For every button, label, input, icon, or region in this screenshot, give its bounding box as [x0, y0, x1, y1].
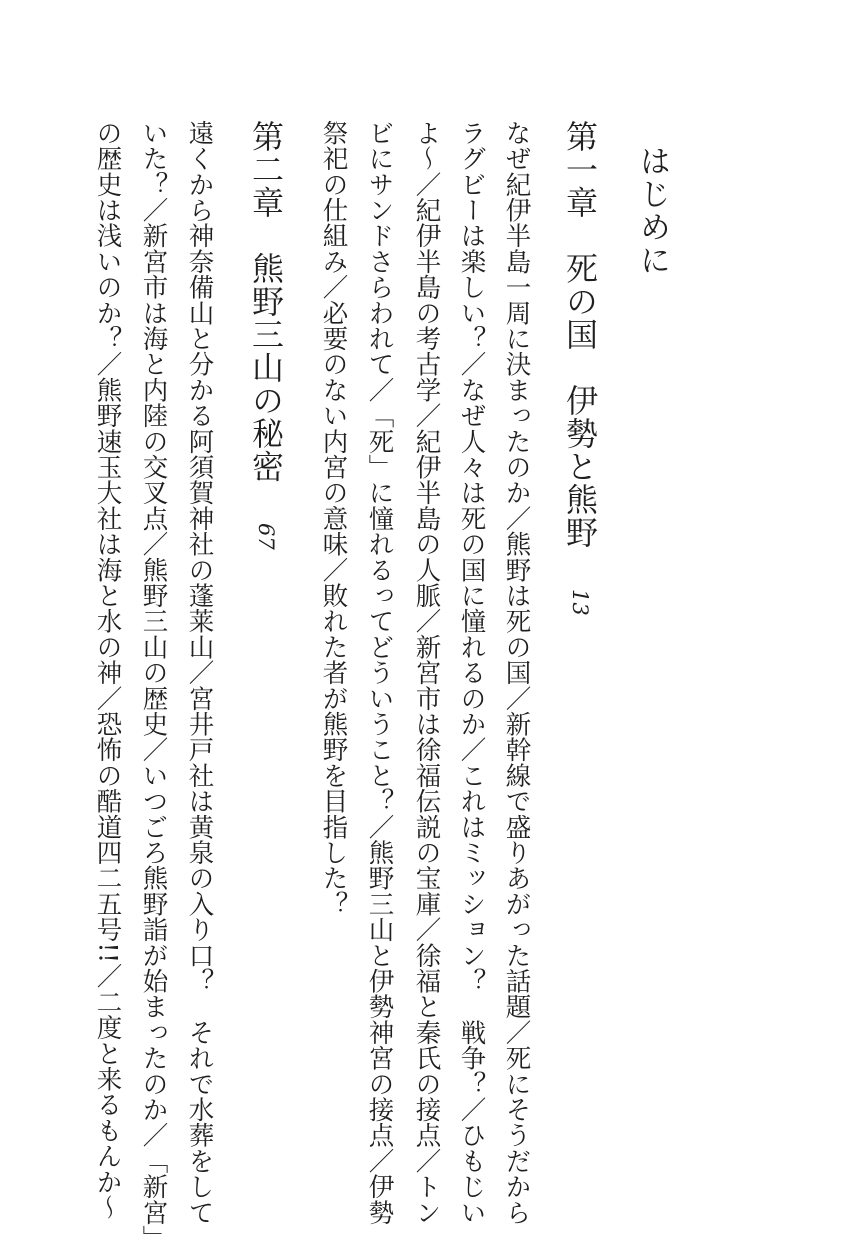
- chapter-2-heading: [247, 120, 285, 550]
- chapter-1-heading: [561, 120, 599, 616]
- chapter-1-line-5: 祭祀の仕組み／必要のない内宮の意味／敗れた者が熊野を目指した？: [318, 120, 349, 917]
- chapter-2-title: 第二章 熊野三山の秘密: [247, 120, 285, 483]
- chapter-2-line-3: の歴史は浅いのか？／熊野速玉大社は海と水の神／恐怖の酷道四二五号!!／二度と来るもんか～: [92, 120, 123, 1221]
- chapter-1-title: 第一章 死の国 伊勢と熊野: [561, 120, 599, 549]
- chapter-1-line-1: なぜ紀伊半島一周に決まったのか／熊野は死の国／新幹線で盛りあがった話題／死にそうだから: [501, 120, 532, 1226]
- chapter-2-line-2: いた？／新宮市は海と内陸の交叉点／熊野三山の歴史／いつごろ熊野詣が始まったのか／「新宮」: [138, 120, 169, 1251]
- intro-heading: はじめに: [634, 145, 670, 277]
- chapter-2-page-number: 67: [254, 523, 278, 550]
- chapter-1-line-2: ラグビーは楽しい？／なぜ人々は死の国に憧れるのか／これはミッション？ 戦争？／ひもじい: [456, 120, 487, 1226]
- chapter-1-line-4: ビにサンドさらわれて／「死」に憧れるってどういうこと？／熊野三山と伊勢神宮の接点／伊勢: [364, 120, 395, 1226]
- chapter-1-line-3: よ～／紀伊半島の考古学／紀伊半島の人脈／新宮市は徐福伝説の宝庫／徐福と秦氏の接点／トン: [411, 120, 442, 1226]
- chapter-1-page-number: 13: [568, 589, 592, 616]
- chapter-2-line-1: 遠くから神奈備山と分かる阿須賀神社の蓬莱山／宮井戸社は黄泉の入り口？ それで水葬をして: [184, 120, 215, 1226]
